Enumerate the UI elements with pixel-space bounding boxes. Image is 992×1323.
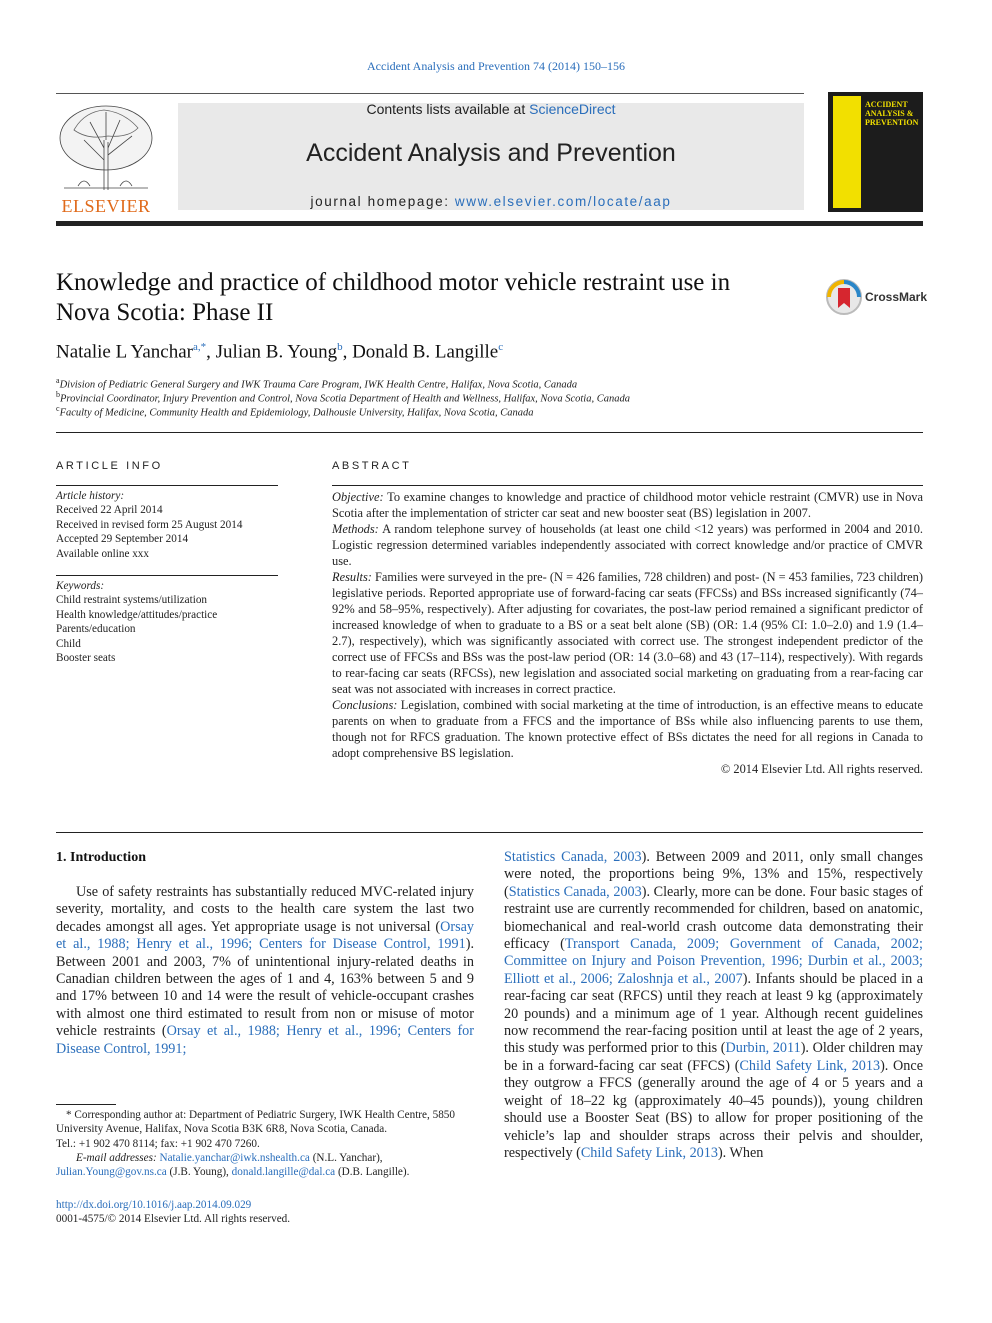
crossmark-icon bbox=[825, 278, 865, 318]
crossmark-label[interactable]: CrossMark bbox=[865, 290, 928, 304]
keyword: Parents/education bbox=[56, 623, 136, 636]
results-label: Results: bbox=[332, 570, 372, 584]
email-owner: (N.L. Yanchar), bbox=[309, 1152, 383, 1164]
issn-copyright: 0001-4575/© 2014 Elsevier Ltd. All rights reserved. bbox=[56, 1213, 291, 1225]
author-name[interactable]: Donald B. Langille bbox=[352, 341, 499, 363]
reference-link[interactable]: Transport Canada, 2009; Government of Canada, 2002; Committee on Injury and Poison Prevention, 1996; Durbin et al., 2003; Elliott et al., 2006; Zaloshnja et al., 2007 bbox=[504, 936, 923, 987]
corresponding-author-note: * Corresponding author at: Department of Pediatric Surgery, IWK Health Centre, 5850 University Avenue, Halifax, Nova Scotia B3K 6R8, Nova Scotia, Canada. bbox=[56, 1109, 455, 1136]
body-text: ). Between 2009 and 2011, only small changes were noted, the proportions being 9%, 13% and 15%, respectively ( bbox=[504, 849, 923, 900]
divider bbox=[56, 432, 923, 433]
author-name[interactable]: Natalie L Yanchar bbox=[56, 341, 193, 363]
keywords-label: Keywords: bbox=[56, 580, 105, 592]
cover-title: ACCIDENT ANALYSIS & PREVENTION bbox=[865, 100, 919, 127]
body-text: ). When bbox=[717, 1144, 764, 1161]
reference-link[interactable]: Orsay et al., 1988; Henry et al., 1996; Centers for Disease Control, 1991; bbox=[56, 1023, 474, 1057]
email-link[interactable]: Julian.Young@gov.ns.ca bbox=[56, 1166, 167, 1179]
affiliation-text: Faculty of Medicine, Community Health and Epidemiology, Dalhousie University, Halifax, Nova Scotia, Canada bbox=[59, 407, 534, 419]
history-item: Received 22 April 2014 bbox=[56, 504, 163, 517]
elsevier-wordmark: ELSEVIER bbox=[61, 196, 151, 216]
title-line-2: Nova Scotia: Phase II bbox=[56, 299, 274, 326]
reference-link[interactable]: Child Safety Link, 2013 bbox=[739, 1057, 881, 1074]
body-text: ). Clearly, more can be done. Four basic stages of restraint use are currently recommended for children, based on anatomic, biomechanical and real-world crash outcome data demonstrating their efficacy ( bbox=[504, 883, 923, 953]
author-affil-mark[interactable]: b bbox=[337, 341, 343, 353]
intro-left-column bbox=[56, 884, 474, 1058]
affiliation-a bbox=[56, 376, 577, 391]
intro-paragraph bbox=[56, 884, 474, 1058]
history-item: Received in revised form 25 August 2014 bbox=[56, 518, 243, 531]
email-note bbox=[56, 1151, 476, 1180]
article-history bbox=[56, 489, 278, 561]
email-owner: (D.B. Langille). bbox=[335, 1166, 410, 1179]
abstract-objective bbox=[332, 489, 923, 521]
email-link[interactable]: donald.langille@dal.ca bbox=[231, 1166, 336, 1179]
homepage-prefix: journal homepage: bbox=[310, 194, 455, 209]
contents-line bbox=[178, 101, 804, 117]
reference-link[interactable]: Durbin, 2011 bbox=[725, 1040, 801, 1057]
history-label: Article history: bbox=[56, 490, 125, 502]
affiliation-text: Provincial Coordinator, Injury Prevention and Control, Nova Scotia Department of Health and Wellness, Halifax, Nova Scotia, Canada bbox=[60, 393, 630, 405]
divider bbox=[332, 485, 923, 486]
journal-homepage bbox=[178, 194, 804, 209]
history-item: Available online xxx bbox=[56, 547, 149, 560]
author-separator: , bbox=[342, 341, 353, 363]
keywords bbox=[56, 579, 278, 665]
introduction-heading: 1. Introduction bbox=[56, 850, 146, 865]
contents-prefix: Contents lists available at bbox=[366, 101, 530, 117]
header-bottom-rule bbox=[56, 221, 923, 226]
objective-label: Objective: bbox=[332, 490, 384, 504]
intro-right-column bbox=[504, 849, 923, 1162]
email-owner: (J.B. Young), bbox=[166, 1166, 232, 1179]
title-line-1: Knowledge and practice of childhood motor vehicle restraint use in bbox=[56, 269, 731, 296]
footnote-rule bbox=[56, 1104, 116, 1105]
conclusions-label: Conclusions: bbox=[332, 698, 398, 712]
header-top-rule bbox=[56, 93, 804, 94]
affiliation-b bbox=[56, 390, 630, 405]
abstract-body bbox=[332, 489, 923, 777]
journal-title: Accident Analysis and Prevention bbox=[306, 139, 676, 167]
body-text: ). Between 2001 and 2003, 7% of unintentional injury-related deaths in Canadian children between the ages of 1 and 4, 163% between 5 and 9 and 17% between 10 and 14 were the result of vehicle-occupant crashes with almost one third estimated to result from non or misuse of motor vehicle restraints ( bbox=[56, 936, 474, 1040]
homepage-link[interactable]: www.elsevier.com/locate/aap bbox=[454, 194, 672, 209]
body-text: ). Infants should be placed in a rear-facing car seat (RFCS) until they reach at least 9 kg (approximately 20 pounds) and a minimum age of 1 year. Although recent guidelines now recommend the rear-facing position until at least the age of 2 years, this study was performed prior to this ( bbox=[504, 970, 923, 1057]
affiliation-c bbox=[56, 404, 533, 419]
reference-link[interactable]: Orsay et al., 1988; Henry et al., 1996; Centers for Disease Control, 1991 bbox=[56, 918, 474, 953]
affiliation-text: Division of Pediatric General Surgery and IWK Trauma Care Program, IWK Health Centre, Halifax, Nova Scotia, Canada bbox=[59, 379, 578, 391]
reference-link[interactable]: Statistics Canada, 2003 bbox=[504, 849, 642, 865]
divider bbox=[56, 575, 278, 576]
intro-paragraph bbox=[504, 849, 923, 1162]
objective-text: To examine changes to knowledge and practice of childhood motor vehicle restraint (CMVR) use in Nova Scotia after the implementation of stricter car seat and new booster seat (BS) legislation in 2007. bbox=[332, 490, 923, 520]
methods-label: Methods: bbox=[332, 522, 379, 536]
sciencedirect-link[interactable]: ScienceDirect bbox=[529, 101, 616, 117]
history-item: Accepted 29 September 2014 bbox=[56, 533, 189, 546]
phone-fax-note: Tel.: +1 902 470 8114; fax: +1 902 470 7260. bbox=[56, 1138, 260, 1150]
email-label: E-mail addresses: bbox=[76, 1152, 160, 1164]
abstract-results bbox=[332, 569, 923, 697]
abstract-conclusions bbox=[332, 697, 923, 761]
abstract-copyright: © 2014 Elsevier Ltd. All rights reserved. bbox=[720, 762, 923, 776]
keyword: Child restraint systems/utilization bbox=[56, 594, 208, 607]
body-text: ). Once they outgrow a FFCS (generally around the age of 4 or 5 years and a weight of 18–22 kg (approximately 40–45 pounds)), young children should use a Booster Seat (BS) to allow for proper positioning of the vehicle’s lap and shoulder straps across their pelvis and shoulder, respectively ( bbox=[504, 1057, 923, 1161]
doi-text[interactable]: http://dx.doi.org/10.1016/j.aap.2014.09.029 bbox=[56, 1199, 252, 1211]
affiliation-key: b bbox=[56, 390, 60, 399]
conclusions-text: Legislation, combined with social marketing at the time of introduction, is an effective means to educate parents on when to graduate from a FFCS and the importance of BSs while also influencing parents to use them, though not for RFCS graduation. The known protective effect of BSs dictates the need for all regions in Canada to adopt comprehensive BS legislation. bbox=[332, 698, 923, 760]
affiliation-key: c bbox=[56, 404, 60, 413]
reference-link[interactable]: Statistics Canada, 2003 bbox=[508, 883, 642, 900]
email-link[interactable]: Natalie.yanchar@iwk.nshealth.ca bbox=[159, 1152, 310, 1164]
author-name[interactable]: Julian B. Young bbox=[215, 341, 338, 363]
author-affil-mark[interactable]: c bbox=[498, 341, 504, 353]
article-info-heading: ARTICLE INFO bbox=[56, 460, 163, 472]
body-text: ). Older children may be in a forward-facing car seat (FFCS) ( bbox=[504, 1040, 923, 1074]
divider bbox=[56, 832, 923, 833]
reference-link[interactable]: Child Safety Link, 2013 bbox=[580, 1144, 718, 1161]
author-list bbox=[56, 341, 503, 363]
keyword: Booster seats bbox=[56, 652, 116, 665]
divider bbox=[56, 485, 278, 486]
results-text: Families were surveyed in the pre- (N = 426 families, 728 children) and post- (N = 453 families, 723 children) legislative periods. Reported appropriate use of forward-facing car seats (FFCSs) and BSs increased significantly (74–92% and 58–95%, respectively). After adjusting for covariates, the post-law period remained a significant predictor of increased knowledge of when to graduate to a BS or a seat belt alone (SB) (OR: 1.4 (95% CI: 1.0–2.0) and 1.9 (1.4–2.7), respectively), which was significantly associated with correct use. The strongest independent predictor of the correct use of FFCSs and BSs was the post-law period (OR: 14 (3.0–68) and 43 (17–114), respectively). With regards to rear-facing car seats (RFCSs), new legislation and associated social marketing on graduating from a rear-facing car seat was not associated with increases in correct practice. bbox=[332, 570, 923, 696]
journal-cover-image[interactable] bbox=[828, 92, 923, 212]
keyword: Health knowledge/attitudes/practice bbox=[56, 608, 218, 621]
journal-citation[interactable]: Accident Analysis and Prevention 74 (2014) 150–156 bbox=[367, 59, 625, 73]
keyword: Child bbox=[56, 637, 81, 650]
methods-text: A random telephone survey of households (at least one child <12 years) was performed in 2004 and 2010. Logistic regression determined variables independently associated with correct knowledge and/or practice of CMVR use. bbox=[332, 522, 923, 568]
abstract-methods bbox=[332, 521, 923, 569]
author-separator: , bbox=[206, 341, 216, 363]
doi-link[interactable] bbox=[56, 1198, 476, 1212]
body-text: Use of safety restraints has substantially reduced MVC-related injury severity, mortality, and costs to the health care system the last two decades amongst all ages. Yet appropriate usage is not universal ( bbox=[56, 884, 474, 935]
author-affil-mark[interactable]: a,* bbox=[193, 341, 207, 353]
article-title bbox=[56, 268, 816, 328]
abstract-heading: ABSTRACT bbox=[332, 460, 412, 472]
cover-stripe bbox=[833, 96, 861, 208]
affiliation-key: a bbox=[56, 376, 60, 385]
